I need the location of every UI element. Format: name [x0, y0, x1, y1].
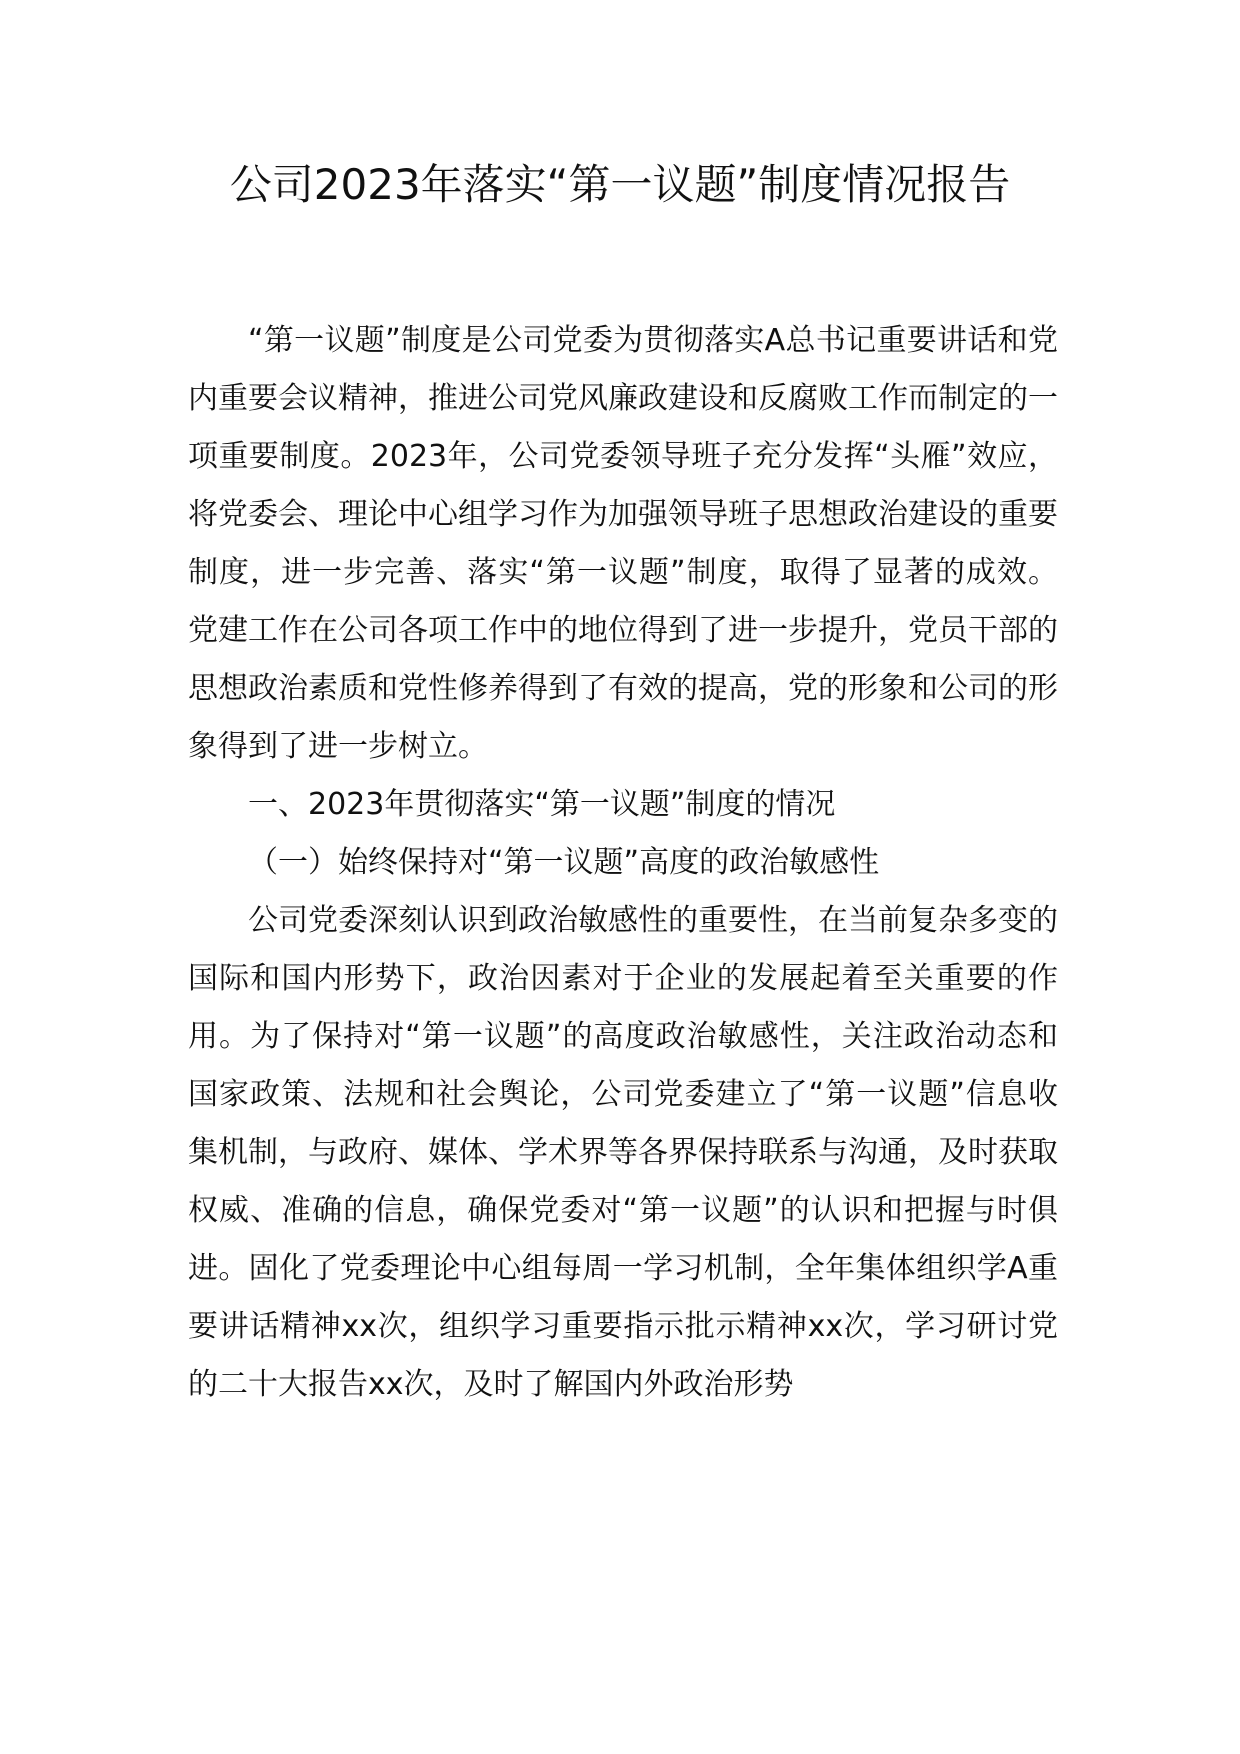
subsection-paragraph: 公司党委深刻认识到政治敏感性的重要性，在当前复杂多变的国际和国内形势下，政治因素对于企业的发展起着至关重要的作用。为了保持对“第一议题”的高度政治敏感性，关注政治动态和国家政策、法规和社会舆论，公司党委建立了“第一议题”信息收集机制，与政府、媒体、学术界等各界保持联系与沟通，及时获取权威、准确的信息，确保党委对“第一议题”的认识和把握与时俱进。固化了党委理论中心组每周一学习机制，全年集体组织学A重要讲话精神xx次，组织学习重要指示批示精神xx次，学习研讨党的二十大报告xx次，及时了解国内外政治形势	[188, 903, 1058, 1402]
intro-paragraph: “第一议题”制度是公司党委为贯彻落实A总书记重要讲话和党内重要会议精神，推进公司党风廉政建设和反腐败工作而制定的一项重要制度。2023年，公司党委领导班子充分发挥“头雁”效应，将党委会、理论中心组学习作为加强领导班子思想政治建设的重要制度，进一步完善、落实“第一议题”制度，取得了显著的成效。党建工作在公司各项工作中的地位得到了进一步提升，党员干部的思想政治素质和党性修养得到了有效的提高，党的形象和公司的形象得到了进一步树立。	[188, 323, 1058, 764]
document-title: 公司2023年落实“第一议题”制度情况报告	[229, 160, 1011, 209]
section-heading: 一、2023年贯彻落实“第一议题”制度的情况	[248, 787, 836, 822]
document-body	[188, 312, 1058, 1414]
subsection-heading: （一）始终保持对“第一议题”高度的政治敏感性	[248, 845, 880, 880]
